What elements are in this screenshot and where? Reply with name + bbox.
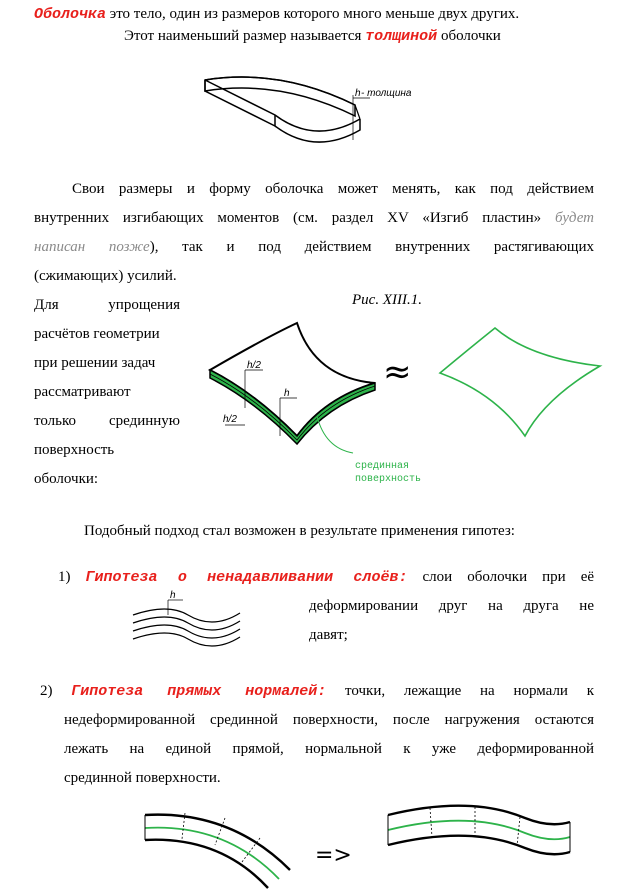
hypotheses-intro: Подобный подход стал возможен в результате применения гипотез: — [84, 523, 515, 539]
implies-arrow: => — [315, 843, 352, 868]
hyp2-line-4: срединной поверхности. — [64, 770, 221, 786]
midsurface-label-2: поверхность — [355, 474, 422, 485]
hyp2-title: Гипотеза прямых нормалей: — [71, 683, 327, 700]
fig1-h-label: h — [355, 88, 361, 99]
hyp2-line-2: недеформированной срединной поверхности, после нагружения остаются — [64, 712, 594, 728]
approx-sign: ≈ — [383, 352, 412, 392]
intro-line-2: Этот наименьший размер называется толщиной оболочки — [124, 28, 501, 45]
hyp1-line-1: 1) Гипотеза о ненадавливании слоёв: слои оболочки при её — [58, 569, 595, 586]
para2-line-1: Свои размеры и форму оболочка может менять, как под действием — [72, 181, 594, 197]
figure-caption: Рис. XIII.1. — [352, 292, 422, 308]
hyp1-title: Гипотеза о ненадавливании слоёв: — [85, 569, 408, 586]
side-text-1: Для упрощения — [34, 297, 180, 313]
hyp1-line-3: давят; — [309, 627, 348, 643]
shell-thickness-figure — [195, 60, 435, 170]
para2-line-2: внутренних изгибающих моментов (см. раздел XV «Изгиб пластин» будет — [34, 210, 594, 226]
layers-h-label: h — [170, 590, 176, 601]
side-text-7: оболочки: — [34, 471, 99, 487]
side-text-2: расчётов геометрии — [34, 326, 160, 342]
side-text-6: поверхность — [34, 442, 115, 458]
side-text-4: рассматривают — [34, 384, 131, 400]
side-text-5: только срединную — [34, 413, 180, 429]
fig2-h2-label-bottom: h/2 — [223, 414, 237, 425]
side-text-3: при решении задач — [34, 355, 156, 371]
para2-line-4: (сжимающих) усилий. — [34, 268, 177, 284]
para2-line-3: написан позже), так и под действием внутренних растягивающих — [34, 239, 594, 255]
fig1-h-caption: - толщина — [361, 88, 412, 99]
layers-figure — [128, 585, 248, 650]
fig2-h-label: h — [284, 388, 290, 399]
intro-line-1: Оболочка это тело, один из размеров которого много меньше двух других. — [34, 6, 520, 23]
hyp1-line-2: деформировании друг на друга не — [309, 598, 594, 614]
hyp2-line-1: 2) Гипотеза прямых нормалей: точки, лежащие на нормали к — [40, 683, 594, 700]
fig2-h2-label-top: h/2 — [247, 360, 261, 371]
hyp2-line-3: лежать на единой прямой, нормальной к уже деформированной — [64, 741, 594, 757]
term-shell: Оболочка — [34, 6, 107, 23]
midsurface-figure — [205, 318, 615, 493]
term-thickness: толщиной — [365, 28, 438, 45]
midsurface-label-1: срединная — [355, 461, 410, 472]
normals-figure — [140, 800, 590, 890]
